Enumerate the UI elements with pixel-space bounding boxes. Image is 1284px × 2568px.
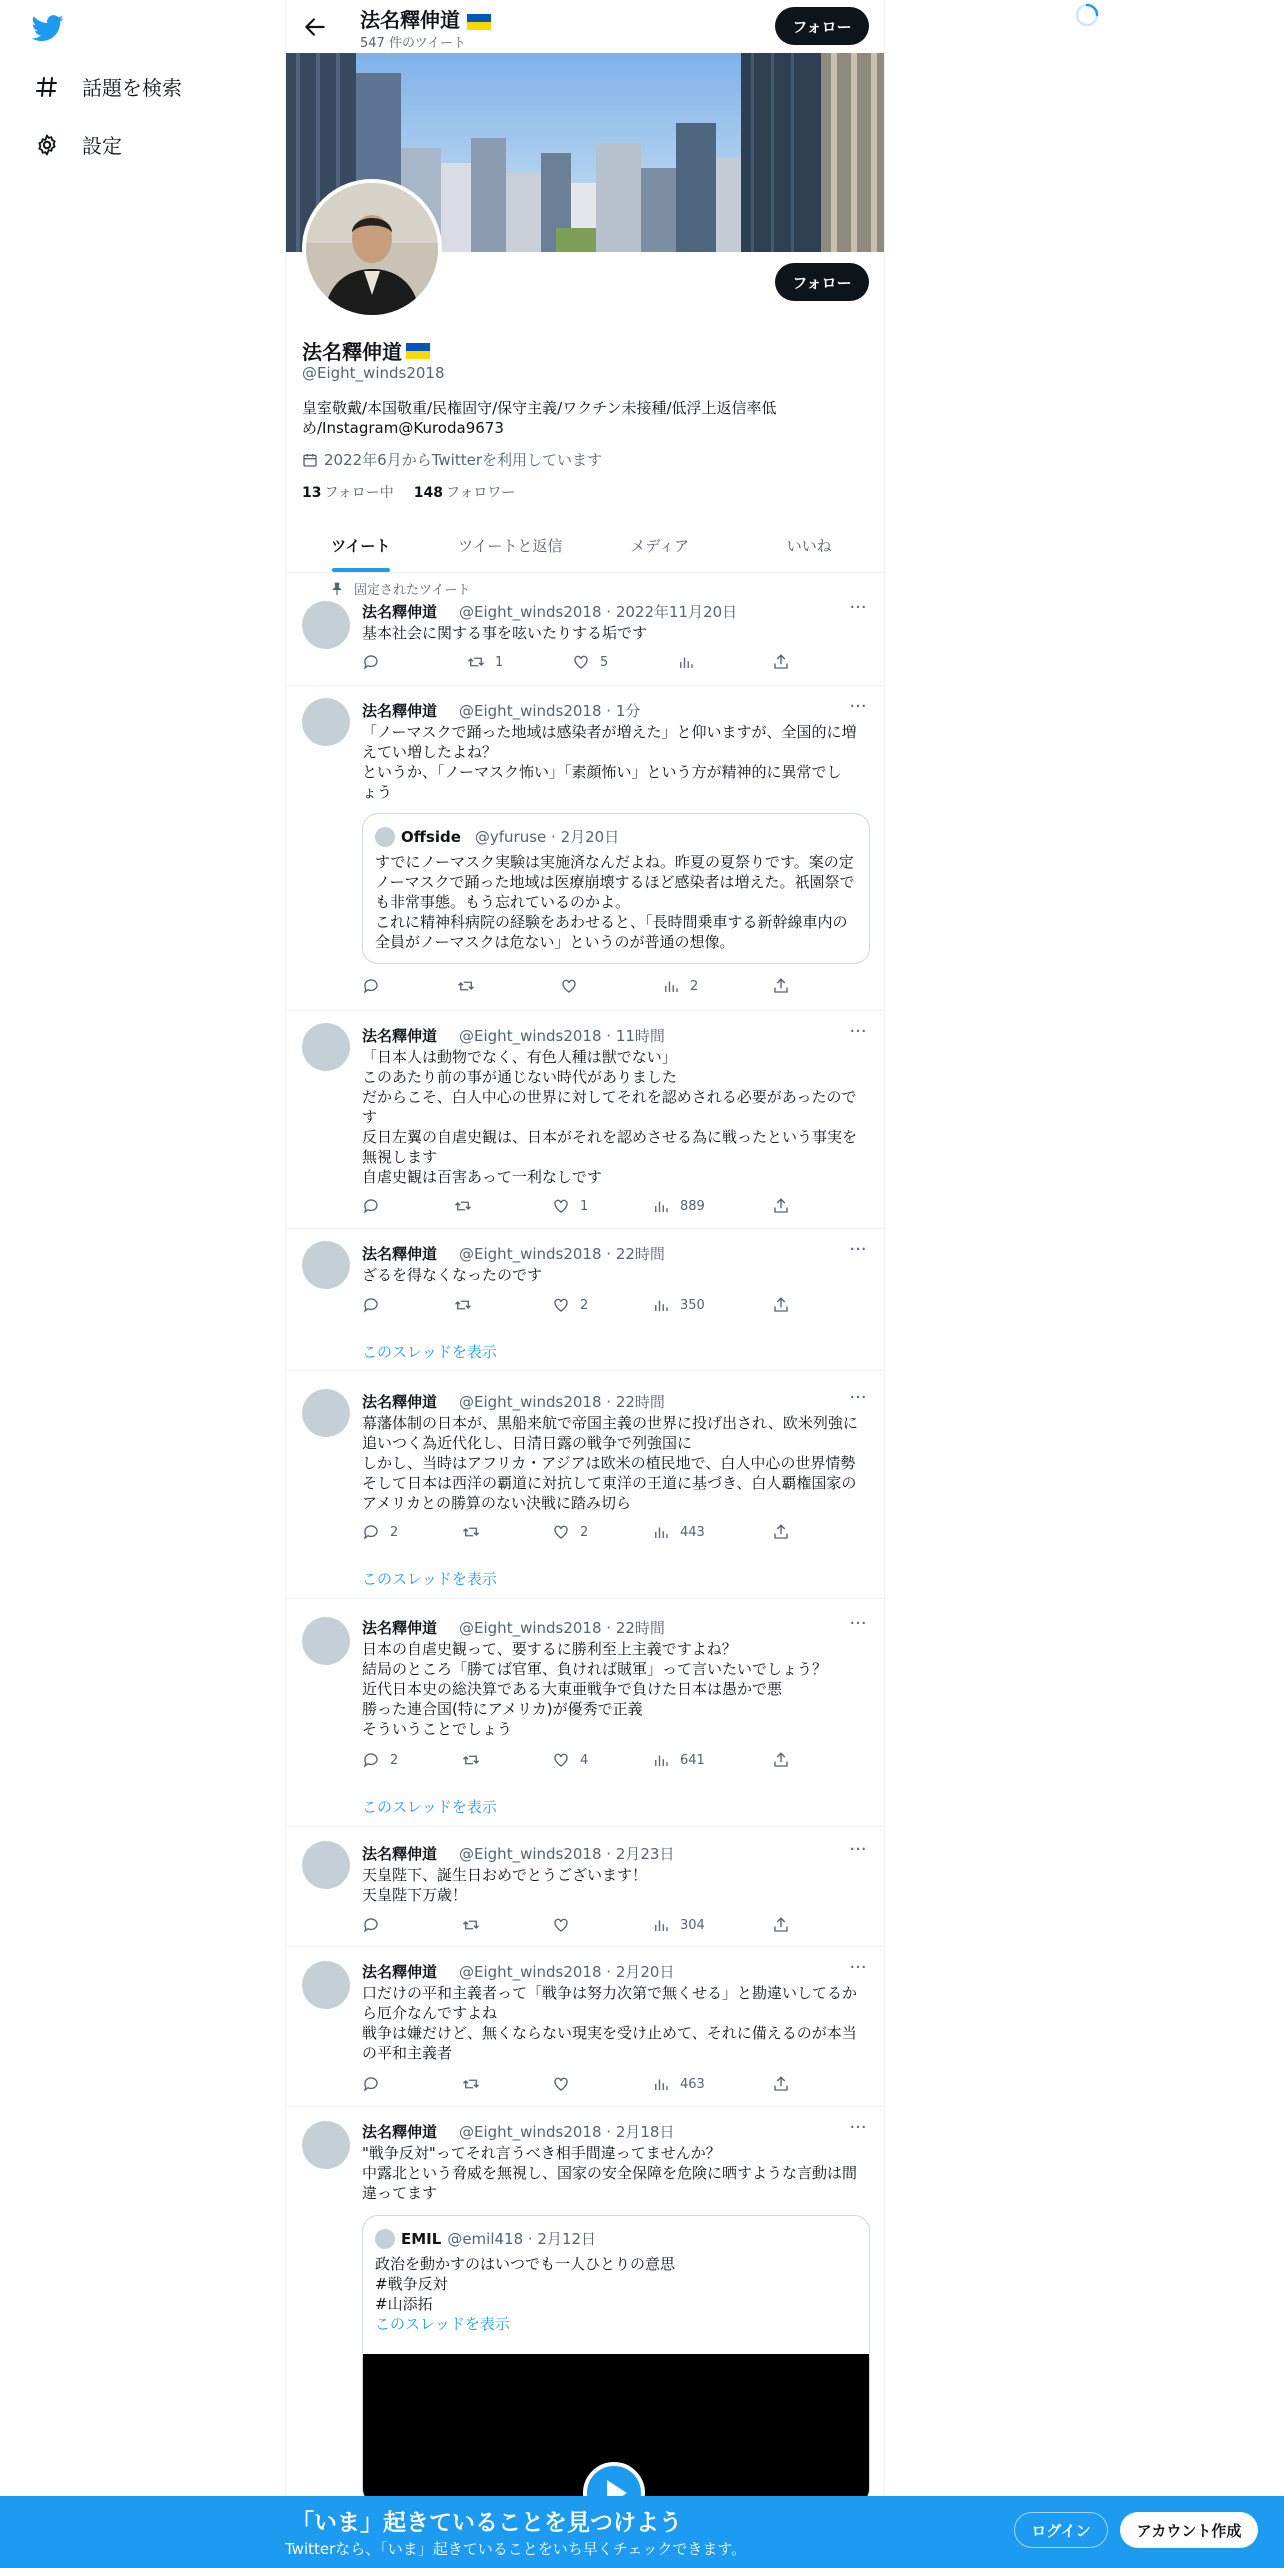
like-button[interactable]: 2	[552, 1296, 588, 1314]
pin-icon	[330, 582, 344, 596]
show-thread-link[interactable]: このスレッドを表示	[362, 1570, 497, 1588]
tweet-actions	[362, 977, 802, 997]
share-button[interactable]	[772, 977, 790, 995]
share-button[interactable]	[772, 1916, 790, 1934]
views-button[interactable]: 641	[652, 1751, 705, 1769]
like-button[interactable]: 5	[572, 653, 608, 671]
views-button[interactable]: 350	[652, 1296, 705, 1314]
following-link[interactable]: 13 フォロー中	[302, 485, 394, 501]
views-chart-icon	[662, 977, 680, 995]
reply-button[interactable]	[362, 1197, 390, 1215]
tweet[interactable]	[286, 1229, 884, 1371]
tweet-actions	[362, 653, 802, 673]
header-name: 法名釋伸道	[360, 4, 491, 33]
tweet-text: 天皇陛下、誕生日おめでとうございます！ 天皇陛下万歳！	[362, 1866, 648, 1904]
heart-icon	[552, 1197, 570, 1215]
share-icon	[772, 1296, 790, 1314]
more-options-icon[interactable]: ···	[849, 696, 867, 717]
like-button[interactable]: 4	[552, 1751, 588, 1769]
profile-stats	[302, 482, 515, 502]
views-button[interactable]: 463	[652, 2075, 705, 2093]
show-thread-link[interactable]: このスレッドを表示	[362, 1343, 497, 1361]
more-options-icon[interactable]: ···	[849, 1839, 867, 1860]
tweet-avatar[interactable]	[302, 1961, 350, 2009]
more-options-icon[interactable]: ···	[849, 597, 867, 618]
retweet-button[interactable]	[454, 1197, 482, 1215]
like-button[interactable]	[560, 977, 588, 995]
tweet-text: 日本の自虐史観って、要するに勝利至上主義ですよね？ 結局のところ「勝てば官軍、負ければ賊軍」って言いたいでしょう？ 近代日本史の総決算である大東亜戦争で負けた日本は愚かで悪 勝った連合国(特にアメリカ)が優秀で正義 そういうことでしょう	[362, 1640, 828, 1738]
views-button[interactable]	[677, 653, 705, 671]
views-button[interactable]: 2	[662, 977, 698, 995]
reply-button[interactable]	[362, 977, 390, 995]
reply-icon	[362, 1197, 380, 1215]
twitter-logo-icon[interactable]	[30, 12, 66, 44]
reply-button[interactable]	[362, 1296, 390, 1314]
quoted-tweet[interactable]	[362, 813, 870, 964]
tweet-avatar[interactable]	[302, 1617, 350, 1665]
tweet-avatar[interactable]	[302, 1023, 350, 1071]
tab-tweets[interactable]: ツイート	[286, 518, 436, 572]
tweet-pinned[interactable]	[286, 573, 884, 686]
retweet-icon	[467, 653, 485, 671]
tweet-text: "戦争反対"ってそれ言うべき相手間違ってませんか？ 中露北という脅威を無視し、国家の安全保障を危険に晒すような言動は間 違ってます	[362, 2144, 858, 2202]
views-chart-icon	[652, 1523, 670, 1541]
share-icon	[772, 1523, 790, 1541]
views-chart-icon	[652, 1296, 670, 1314]
views-button[interactable]: 304	[652, 1916, 705, 1934]
tweet-header: 法名釋伸道 @Eight_winds2018 · 22時間	[362, 1245, 665, 1263]
like-button[interactable]: 1	[552, 1197, 588, 1215]
tweet-actions	[362, 1751, 802, 1771]
tweet-header: 法名釋伸道 @Eight_winds2018 · 2月20日	[362, 1963, 675, 1981]
tweet-text: 「日本人は動物でなく、有色人種は獣でない」 このあたり前の事が通じない時代がありました だからこそ、白人中心の世界に対してそれを認めされる必要があったので す 反日左翼の自虐史観は、日本がそれを認めさせる為に戦ったという事実を 無視します 自虐史観は百害あって一利なしです	[362, 1048, 858, 1186]
share-icon	[772, 1751, 790, 1769]
profile-follow-button[interactable]: フォロー	[775, 263, 869, 301]
video-player[interactable]	[363, 2354, 870, 2505]
tweet-actions	[362, 1296, 802, 1316]
views-chart-icon	[677, 653, 695, 671]
reply-button[interactable]	[362, 1916, 390, 1934]
share-button[interactable]	[772, 653, 790, 671]
quoted-avatar	[375, 827, 395, 847]
tweet-avatar[interactable]	[302, 1389, 350, 1437]
heart-icon	[552, 1296, 570, 1314]
tweet-header: 法名釋伸道 @Eight_winds2018 · 1分	[362, 702, 641, 720]
tweet[interactable]	[286, 1011, 884, 1229]
tweet-actions	[362, 1916, 802, 1936]
reply-icon	[362, 2075, 380, 2093]
heart-icon	[552, 1916, 570, 1934]
tweet-text: 「ノーマスクで踊った地域は感染者が増えた」と仰いますが、全国的に増 えてい増したよね？ というか、「ノーマスク怖い」「素顔怖い」という方が精神的に異常でし ょう	[362, 723, 857, 801]
reply-icon	[362, 1296, 380, 1314]
retweet-icon	[462, 1916, 480, 1934]
more-options-icon[interactable]: ···	[849, 1239, 867, 1260]
share-button[interactable]	[772, 2075, 790, 2093]
reply-icon	[362, 653, 380, 671]
quoted-tweet-text: 政治を動かすのはいつでも一人ひとりの意思 #戦争反対 #山添拓 このスレッドを表示	[375, 2254, 863, 2334]
retweet-button[interactable]	[462, 2075, 490, 2093]
profile-column	[285, 0, 885, 2568]
profile-avatar[interactable]	[302, 179, 442, 319]
reply-icon	[362, 1523, 380, 1541]
reply-button[interactable]: 2	[362, 1751, 398, 1769]
tab-media[interactable]: メディア	[630, 536, 690, 555]
views-button[interactable]: 443	[652, 1523, 705, 1541]
retweet-icon	[462, 1751, 480, 1769]
signup-banner-title: 「いま」起きていることを見つけよう	[291, 2510, 682, 2536]
retweet-icon	[457, 977, 475, 995]
more-options-icon[interactable]: ···	[849, 1957, 867, 1978]
tweet-avatar[interactable]	[302, 601, 350, 649]
retweet-icon	[462, 2075, 480, 2093]
quoted-tweet[interactable]	[362, 2215, 870, 2505]
views-chart-icon	[652, 1197, 670, 1215]
views-button[interactable]: 889	[652, 1197, 705, 1215]
back-arrow-icon[interactable]	[302, 14, 328, 40]
followers-link[interactable]: 148 フォロワー	[413, 485, 516, 501]
tweet[interactable]	[286, 2107, 884, 2496]
heart-icon	[552, 1523, 570, 1541]
more-options-icon[interactable]: ···	[849, 1021, 867, 1042]
tweet[interactable]	[286, 1947, 884, 2107]
tweet-count: 547 件のツイート	[360, 36, 467, 51]
show-thread-link[interactable]: このスレッドを表示	[362, 1798, 497, 1816]
gear-icon	[34, 132, 60, 158]
tab-tweets-and-replies[interactable]: ツイートと返信	[458, 536, 563, 555]
retweet-button[interactable]	[462, 1523, 490, 1541]
tweet[interactable]	[286, 1371, 884, 1599]
quoted-tweet-header: EMIL @emil418 · 2月12日	[375, 2228, 596, 2249]
more-options-icon[interactable]: ···	[849, 1387, 867, 1408]
heart-icon	[572, 653, 590, 671]
reply-icon	[362, 977, 380, 995]
share-button[interactable]	[772, 1296, 790, 1314]
retweet-icon	[454, 1197, 472, 1215]
tweet[interactable]	[286, 686, 884, 1011]
heart-icon	[552, 2075, 570, 2093]
share-icon	[772, 2075, 790, 2093]
tab-likes[interactable]: いいね	[786, 536, 832, 555]
tweet-avatar[interactable]	[302, 1241, 350, 1289]
share-icon	[772, 653, 790, 671]
tweet-avatar[interactable]	[302, 1841, 350, 1889]
retweet-button[interactable]	[462, 1916, 490, 1934]
login-button[interactable]: ログイン	[1014, 2512, 1108, 2548]
share-icon	[772, 1916, 790, 1934]
tweet[interactable]	[286, 1599, 884, 1827]
signup-banner-subtitle: Twitterなら、「いま」起きていることをいち早くチェックできます。	[285, 2540, 747, 2558]
nav-settings-label: 設定	[82, 134, 122, 158]
tweet-header: 法名釋伸道 @Eight_winds2018 · 11時間	[362, 1027, 665, 1045]
share-button[interactable]	[772, 1751, 790, 1769]
signup-banner	[0, 2496, 1284, 2568]
reply-button[interactable]	[362, 2075, 390, 2093]
tweet-actions	[362, 2075, 802, 2095]
tweet-header: 法名釋伸道 @Eight_winds2018 · 22時間	[362, 1619, 665, 1637]
retweet-button[interactable]	[454, 1296, 482, 1314]
reply-icon	[362, 1916, 380, 1934]
retweet-icon	[454, 1296, 472, 1314]
tweet-header: 法名釋伸道 @Eight_winds2018 · 2月23日	[362, 1845, 675, 1863]
nav-explore[interactable]	[34, 72, 182, 101]
tweet-text: 幕藩体制の日本が、黒船来航で帝国主義の世界に投げ出され、欧米列強に 追いつく為近代化し、日清日露の戦争で列強国に しかし、当時はアフリカ・アジアは欧米の植民地で、白人中心の世界情勢 そして日本は西洋の覇道に対抗して東洋の王道に基づき、白人覇権国家の アメリカとの勝算のない決戦に踏み切ら	[362, 1414, 858, 1512]
like-button[interactable]: 2	[552, 1523, 588, 1541]
profile-tabs	[286, 518, 884, 573]
tweet-text: 口だけの平和主義者って「戦争は努力次第で無くせる」と勘違いしてるか ら厄介なんですよね 戦争は嫌だけど、無くならない現実を受け止めて、それに備えるのが本当 の平和主義者	[362, 1984, 858, 2062]
tweet-header: 法名釋伸道 @Eight_winds2018 · 22時間	[362, 1393, 665, 1411]
quoted-tweet-header: Offside @yfuruse · 2月20日	[375, 826, 619, 847]
retweet-button[interactable]: 1	[467, 653, 503, 671]
views-chart-icon	[652, 1751, 670, 1769]
views-chart-icon	[652, 1916, 670, 1934]
heart-icon	[560, 977, 578, 995]
quoted-show-thread-link[interactable]: このスレッドを表示	[375, 2315, 510, 2333]
retweet-button[interactable]	[457, 977, 485, 995]
tweet-avatar[interactable]	[302, 2121, 350, 2169]
profile-header-bar	[286, 0, 884, 53]
more-options-icon[interactable]: ···	[849, 2117, 867, 2138]
tweet-header: 法名釋伸道 @Eight_winds2018 · 2022年11月20日	[362, 603, 738, 621]
reply-button[interactable]	[362, 653, 390, 671]
tweet-actions	[362, 1523, 802, 1543]
profile-bio: 皇室敬戴/本国敬重/民権固守/保守主義/ワクチン未接種/低浮上返信率低 め/Instagram@Kuroda9673	[302, 399, 777, 437]
reply-button[interactable]: 2	[362, 1523, 398, 1541]
retweet-button[interactable]	[462, 1751, 490, 1769]
more-options-icon[interactable]: ···	[849, 1613, 867, 1634]
nav-settings[interactable]	[34, 130, 122, 159]
tweet[interactable]	[286, 1827, 884, 1947]
create-account-button[interactable]: アカウント作成	[1120, 2512, 1258, 2548]
profile-name: 法名釋伸道	[302, 336, 430, 365]
hashtag-icon	[34, 74, 60, 100]
loading-spinner-icon	[1074, 2, 1100, 28]
like-button[interactable]	[552, 1916, 580, 1934]
ukraine-flag-icon	[467, 14, 491, 30]
share-button[interactable]	[772, 1197, 790, 1215]
quoted-tweet-text: すでにノーマスク実験は実施済なんだよね。昨夏の夏祭りです。案の定 ノーマスクで踊った地域は医療崩壊するほど感染者は増えた。祇園祭で も非常事態。もう忘れているのかよ。 これに精神科病院の経験をあわせると、「長時間乗車する新幹線車内の 全員がノーマスクは危ない」というのが普通の想像。	[375, 853, 855, 951]
pinned-label: 固定されたツイート	[330, 579, 470, 598]
share-icon	[772, 1197, 790, 1215]
profile-handle: @Eight_winds2018	[302, 364, 445, 382]
tweet-text: 基本社会に関する事を呟いたりする垢です	[362, 624, 648, 642]
tweet-actions	[362, 1197, 802, 1217]
tweet-avatar[interactable]	[302, 698, 350, 746]
tweet-header: 法名釋伸道 @Eight_winds2018 · 2月18日	[362, 2123, 675, 2141]
header-follow-button[interactable]: フォロー	[775, 7, 869, 45]
views-chart-icon	[652, 2075, 670, 2093]
profile-joined-date: 2022年6月からTwitterを利用しています	[302, 449, 602, 470]
heart-icon	[552, 1751, 570, 1769]
like-button[interactable]	[552, 2075, 580, 2093]
calendar-icon	[302, 452, 318, 468]
nav-explore-label: 話題を検索	[82, 76, 182, 100]
reply-icon	[362, 1751, 380, 1769]
share-button[interactable]	[772, 1523, 790, 1541]
share-icon	[772, 977, 790, 995]
ukraine-flag-icon	[406, 343, 430, 359]
tweet-text: ざるを得なくなったのです	[362, 1266, 543, 1284]
quoted-avatar	[375, 2229, 395, 2249]
retweet-icon	[462, 1523, 480, 1541]
